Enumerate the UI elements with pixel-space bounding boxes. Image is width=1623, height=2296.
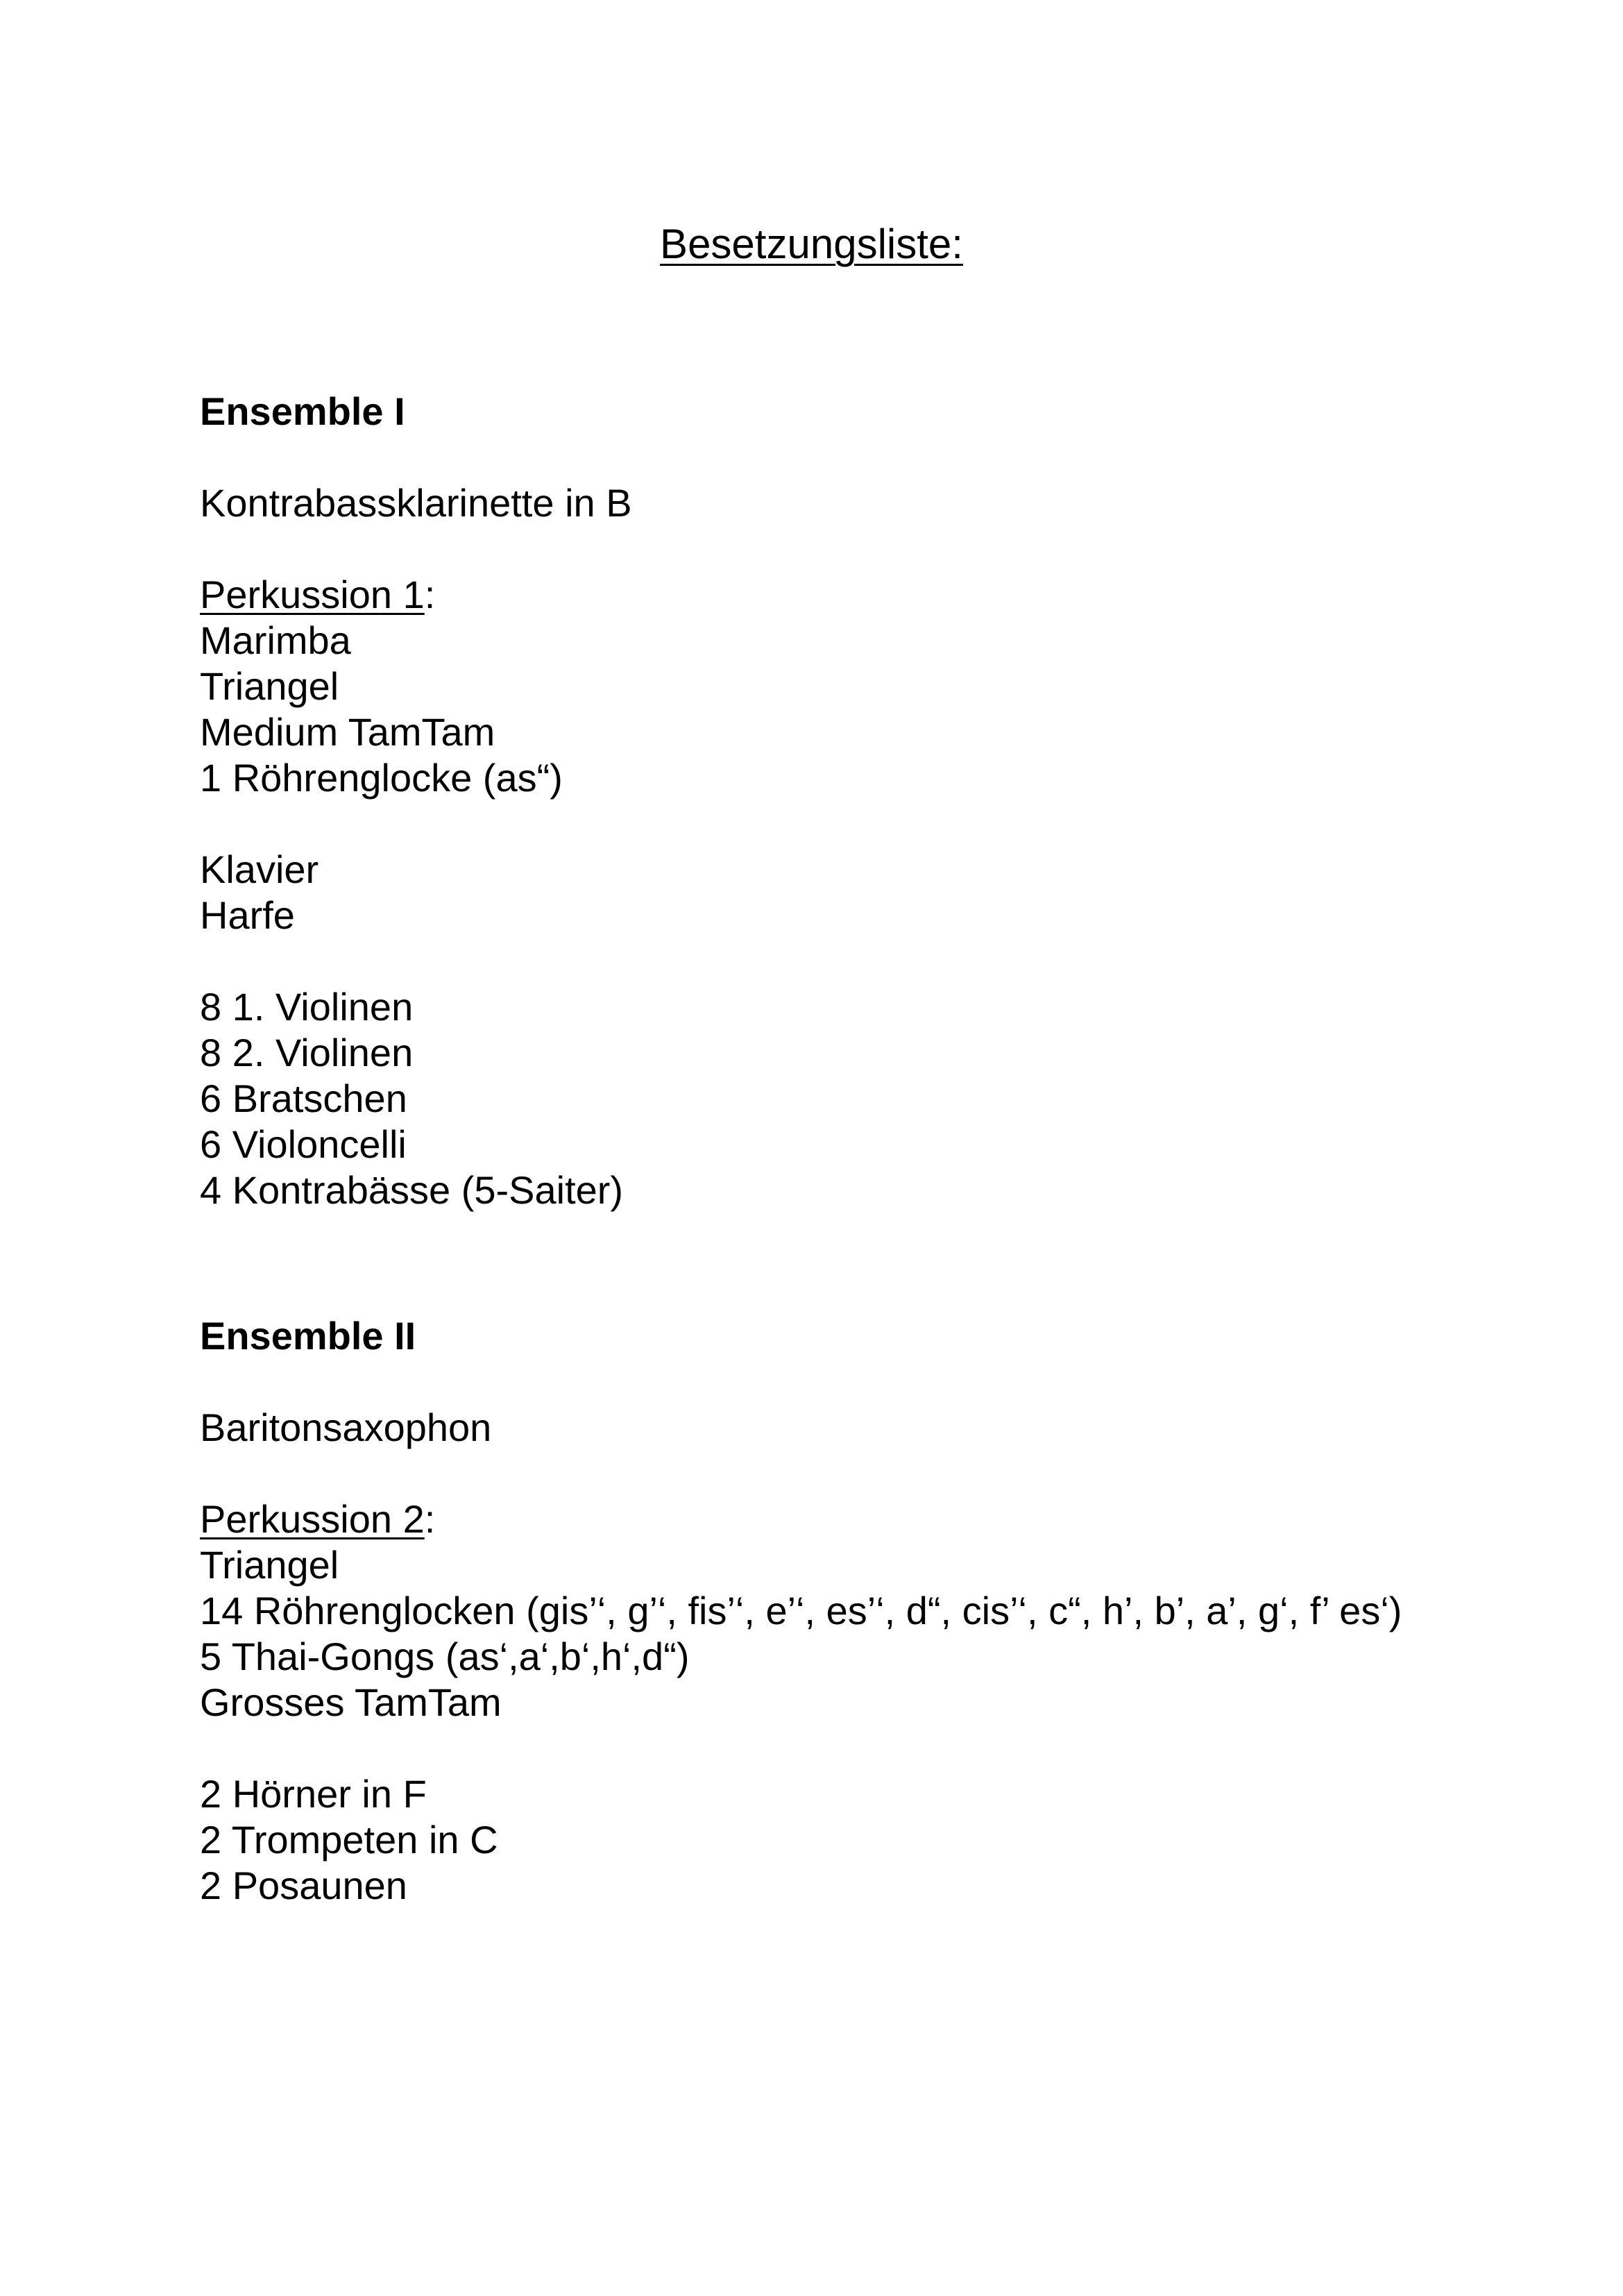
ensemble-1-keyboard-harp-group [200, 847, 1449, 938]
ensemble-2-percussion-group [200, 1496, 1449, 1725]
ensemble-1-section [200, 389, 1449, 1213]
instrument-harp: Harfe [200, 893, 295, 937]
strings-item: 4 Kontrabässe (5-Saiter) [200, 1168, 624, 1212]
ensemble-1-percussion-group [200, 572, 1449, 801]
percussion-1-item: Marimba [200, 618, 351, 662]
percussion-2-colon: : [424, 1497, 436, 1541]
percussion-1-item: Medium TamTam [200, 710, 495, 754]
instrument-piano: Klavier [200, 847, 319, 891]
page-title-text: Besetzungsliste: [660, 221, 963, 267]
brass-item: 2 Hörner in F [200, 1772, 427, 1816]
ensemble-2-section [200, 1313, 1449, 1909]
instrument-baritone-saxophone: Baritonsaxophon [200, 1406, 492, 1449]
ensemble-2-wind-group [200, 1405, 1449, 1451]
percussion-1-item: 1 Röhrenglocke (as“) [200, 756, 563, 800]
ensemble-1-wind-group [200, 480, 1449, 526]
percussion-2-label [200, 1496, 1449, 1542]
strings-item: 8 1. Violinen [200, 985, 414, 1029]
percussion-1-item: Triangel [200, 664, 339, 708]
strings-item: 6 Bratschen [200, 1077, 407, 1120]
ensemble-2-brass-group [200, 1771, 1449, 1909]
ensemble-1-heading: Ensemble I [200, 389, 405, 433]
instrument-contrabass-clarinet: Kontrabassklarinette in B [200, 481, 632, 525]
page-title [0, 223, 1623, 265]
percussion-2-item: Triangel [200, 1543, 339, 1587]
ensemble-1-strings-group [200, 984, 1449, 1213]
strings-item: 8 2. Violinen [200, 1031, 414, 1074]
ensemble-2-heading: Ensemble II [200, 1314, 416, 1358]
percussion-1-colon: : [424, 573, 436, 616]
percussion-2-label-text: Perkussion 2 [200, 1497, 425, 1541]
percussion-2-item: Grosses TamTam [200, 1680, 502, 1724]
percussion-1-label [200, 572, 1449, 618]
percussion-2-item: 5 Thai-Gongs (as‘,a‘,b‘,h‘,d“) [200, 1635, 690, 1678]
brass-item: 2 Posaunen [200, 1864, 407, 1907]
percussion-1-label-text: Perkussion 1 [200, 573, 425, 616]
brass-item: 2 Trompeten in C [200, 1818, 498, 1862]
percussion-2-item: 14 Röhrenglocken (gis’‘, g’‘, fis’‘, e’‘, es’‘, d“, cis’‘, c“, h’, b’, a’, g‘, f’ es‘) [200, 1589, 1402, 1632]
strings-item: 6 Violoncelli [200, 1122, 407, 1166]
